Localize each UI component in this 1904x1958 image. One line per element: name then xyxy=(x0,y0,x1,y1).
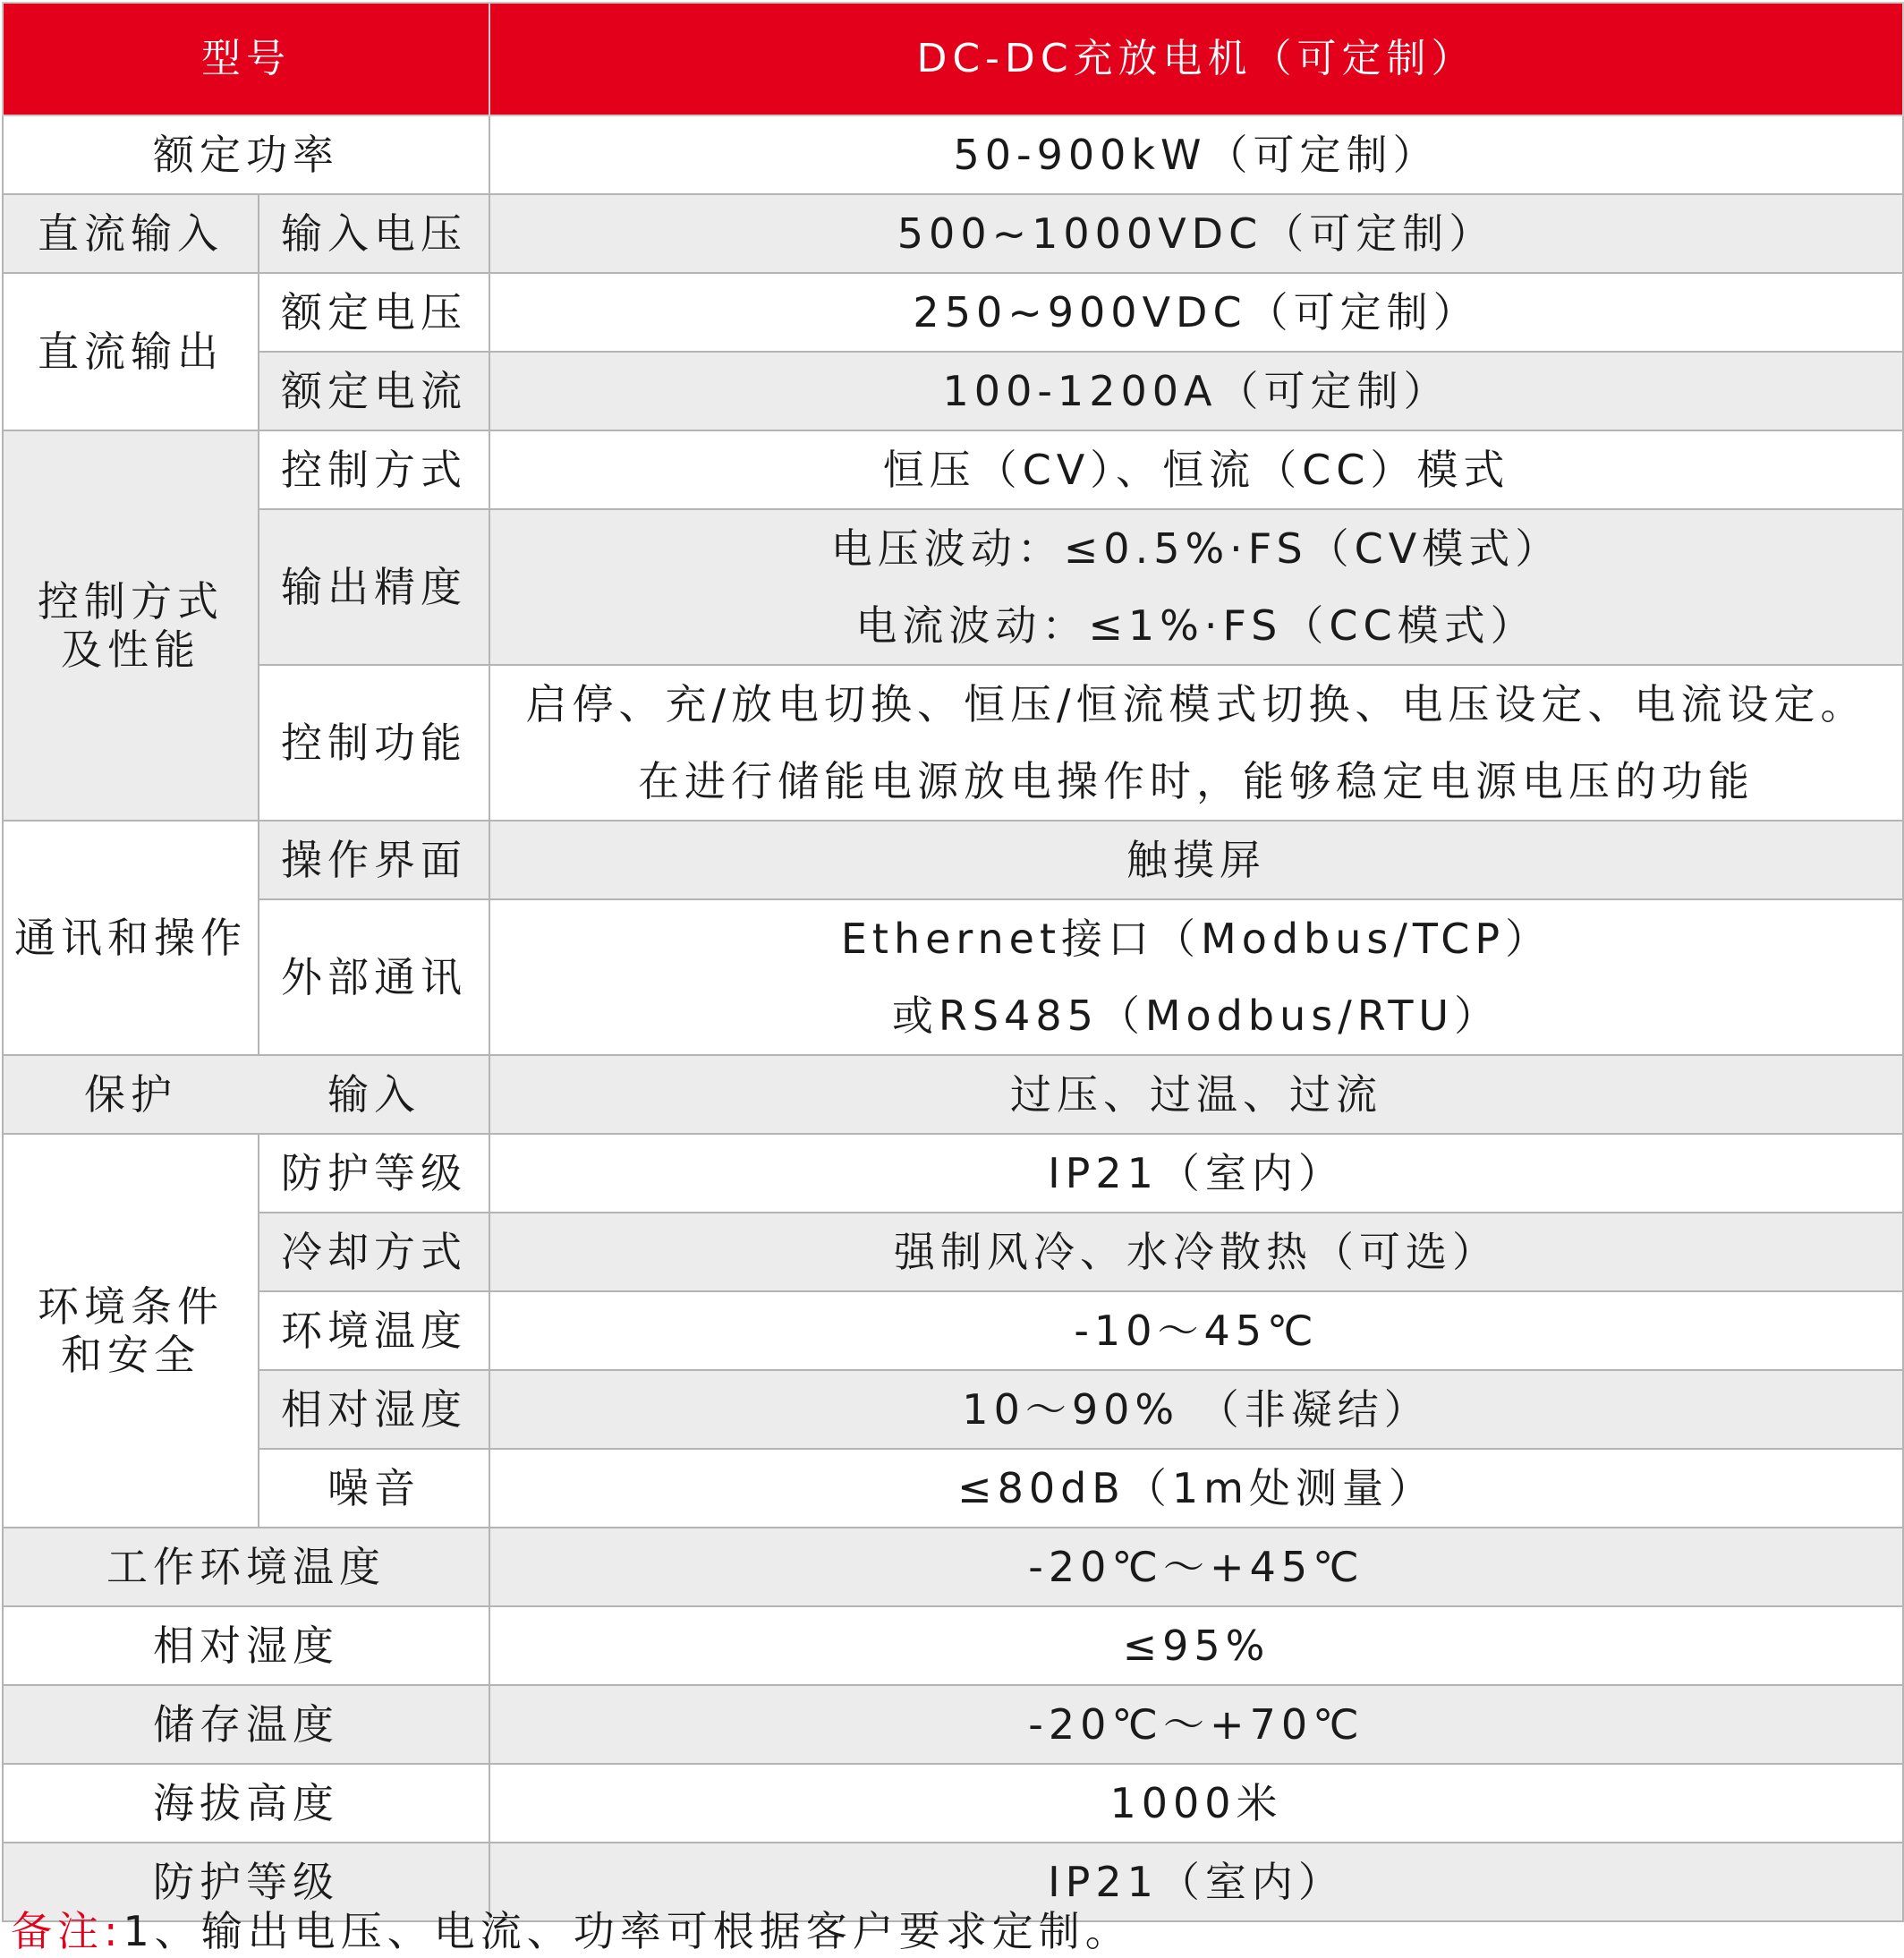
altitude-label: 海拔高度 xyxy=(3,1764,489,1843)
table-row xyxy=(3,1685,1903,1764)
environment-category xyxy=(3,1134,259,1528)
control-mode-value: 恒压（CV）、恒流（CC）模式 xyxy=(489,430,1903,509)
rated-voltage-label: 额定电压 xyxy=(259,273,489,352)
table-row xyxy=(3,899,1903,1055)
footnote-text: 1、输出电压、电流、功率可根据客户要求定制。 xyxy=(123,1907,1132,1955)
external-comm-label: 外部通讯 xyxy=(259,899,489,1055)
cooling-label: 冷却方式 xyxy=(259,1213,489,1291)
altitude-value: 1000米 xyxy=(489,1764,1903,1843)
protection-value: 过压、过温、过流 xyxy=(489,1055,1903,1134)
model-value: DC-DC充放电机（可定制） xyxy=(489,3,1903,115)
spec-table xyxy=(2,2,1904,1922)
noise-label: 噪音 xyxy=(259,1449,489,1528)
external-line1: Ethernet接口（Modbus/TCP） xyxy=(840,915,1552,963)
table-row xyxy=(3,1449,1903,1528)
table-row xyxy=(3,1606,1903,1685)
header-row xyxy=(3,3,1903,115)
table-row xyxy=(3,665,1903,821)
dc-input-value: 500~1000VDC（可定制） xyxy=(489,194,1903,273)
humidity-label: 相对湿度 xyxy=(259,1370,489,1449)
external-comm-value xyxy=(489,899,1903,1055)
rated-power-label: 额定功率 xyxy=(3,115,489,194)
function-line1: 启停、充/放电切换、恒压/恒流模式切换、电压设定、电流设定。 xyxy=(525,680,1867,728)
footnote-label: 备注: xyxy=(11,1907,123,1955)
precision-line1: 电压波动：≤0.5%·FS（CV模式） xyxy=(830,524,1562,573)
table-row xyxy=(3,273,1903,352)
precision-line2: 电流波动：≤1%·FS（CC模式） xyxy=(855,601,1537,650)
rel-humidity-label: 相对湿度 xyxy=(3,1606,489,1685)
rated-current-value: 100-1200A（可定制） xyxy=(489,352,1903,430)
ip-label: 防护等级 xyxy=(259,1134,489,1213)
table-row xyxy=(3,1528,1903,1606)
environment-category-line1: 环境条件 xyxy=(38,1282,224,1331)
control-function-value xyxy=(489,665,1903,821)
ambient-temp-label: 环境温度 xyxy=(259,1291,489,1370)
control-category-line1: 控制方式 xyxy=(38,577,224,626)
ip-rating-label: 防护等级 xyxy=(3,1843,489,1921)
rated-power-value: 50-900kW（可定制） xyxy=(489,115,1903,194)
interface-label: 操作界面 xyxy=(259,821,489,899)
external-line2: 或RS485（Modbus/RTU） xyxy=(891,992,1501,1040)
noise-value: ≤80dB（1m处测量） xyxy=(489,1449,1903,1528)
table-row xyxy=(3,352,1903,430)
rated-current-label: 额定电流 xyxy=(259,352,489,430)
table-row xyxy=(3,1213,1903,1291)
table-row xyxy=(3,821,1903,899)
interface-value: 触摸屏 xyxy=(489,821,1903,899)
model-label: 型号 xyxy=(3,3,489,115)
control-mode-label: 控制方式 xyxy=(259,430,489,509)
storage-temp-value: -20℃～+70℃ xyxy=(489,1685,1903,1764)
ambient-temp-value: -10～45℃ xyxy=(489,1291,1903,1370)
dc-input-category: 直流输入 xyxy=(3,194,259,273)
dc-output-category: 直流输出 xyxy=(3,273,259,430)
cooling-value: 强制风冷、水冷散热（可选） xyxy=(489,1213,1903,1291)
protection-label: 输入 xyxy=(259,1055,489,1134)
humidity-value: 10～90% （非凝结） xyxy=(489,1370,1903,1449)
table-row xyxy=(3,1764,1903,1843)
table-row xyxy=(3,115,1903,194)
dc-input-label: 输入电压 xyxy=(259,194,489,273)
control-category xyxy=(3,430,259,821)
table-row xyxy=(3,1291,1903,1370)
protection-category: 保护 xyxy=(3,1055,259,1134)
control-function-label: 控制功能 xyxy=(259,665,489,821)
work-temp-value: -20℃～+45℃ xyxy=(489,1528,1903,1606)
comm-category: 通讯和操作 xyxy=(3,821,259,1055)
table-row xyxy=(3,1134,1903,1213)
environment-category-line2: 和安全 xyxy=(61,1331,200,1379)
rel-humidity-value: ≤95% xyxy=(489,1606,1903,1685)
table-row xyxy=(3,509,1903,665)
work-temp-label: 工作环境温度 xyxy=(3,1528,489,1606)
ip-value: IP21（室内） xyxy=(489,1134,1903,1213)
footnote xyxy=(11,1904,1132,1958)
function-line2: 在进行储能电源放电操作时，能够稳定电源电压的功能 xyxy=(638,757,1755,805)
ip-rating-value: IP21（室内） xyxy=(489,1843,1903,1921)
rated-voltage-value: 250~900VDC（可定制） xyxy=(489,273,1903,352)
storage-temp-label: 储存温度 xyxy=(3,1685,489,1764)
table-row xyxy=(3,1055,1903,1134)
table-row xyxy=(3,1370,1903,1449)
table-row xyxy=(3,430,1903,509)
output-precision-value xyxy=(489,509,1903,665)
output-precision-label: 输出精度 xyxy=(259,509,489,665)
table-row xyxy=(3,194,1903,273)
control-category-line2: 及性能 xyxy=(61,626,200,674)
